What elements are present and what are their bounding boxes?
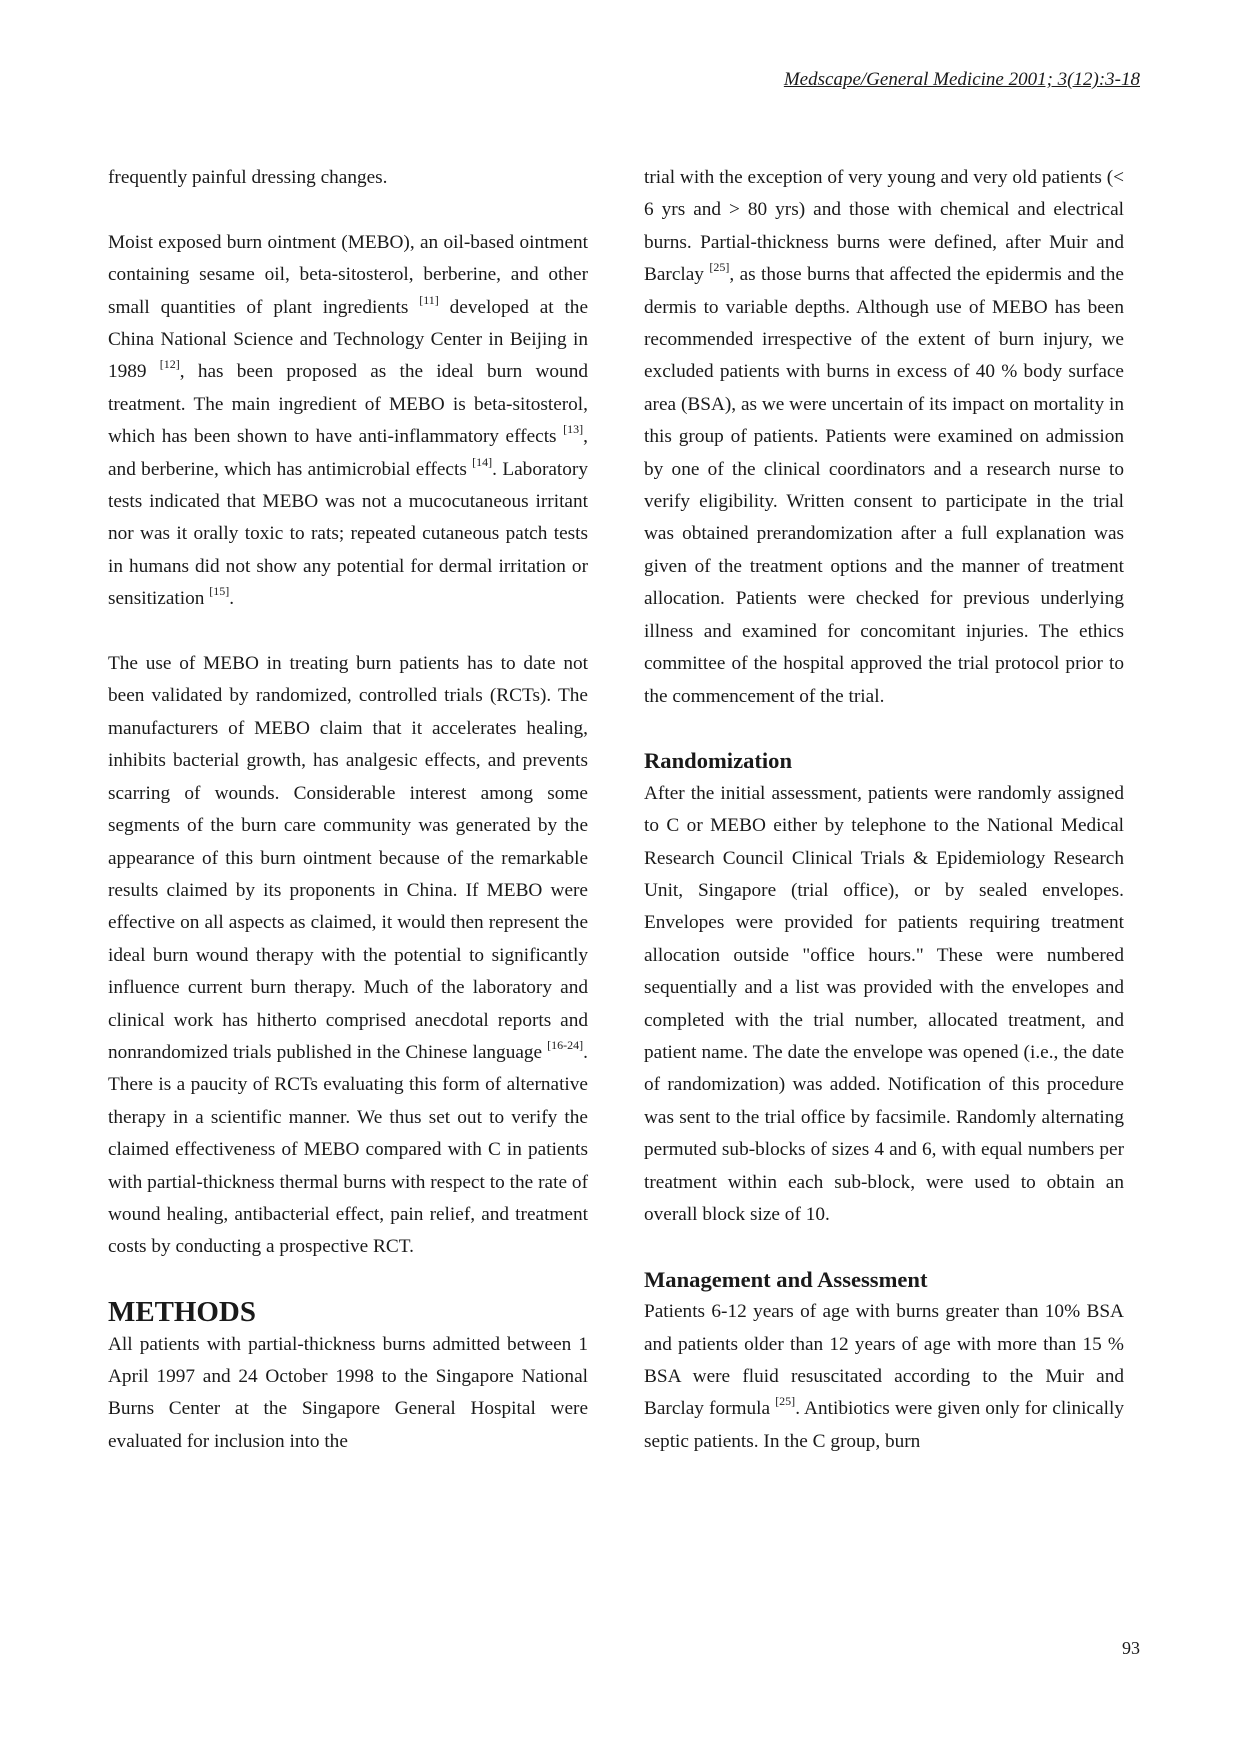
page-number: 93 [1122, 1638, 1140, 1658]
citation-ref: [13] [563, 422, 584, 437]
section-heading-management: Management and Assessment [644, 1266, 928, 1292]
running-header: Medscape/General Medicine 2001; 3(12):3-18 [783, 69, 1140, 90]
paragraph-text: . [229, 588, 235, 610]
paragraph-text: , and berberine, which has antimicrobial effects [108, 426, 588, 480]
paragraph-text: developed at the China National Science and Technology Center in Beijing in 1989 [108, 296, 588, 383]
paragraph-randomization [644, 778, 1124, 1232]
paragraph-inclusion-criteria [644, 162, 1124, 713]
paragraph-text: frequently painful dressing changes. [108, 167, 388, 188]
paragraph-text: The use of MEBO in treating burn patients has to date not been validated by randomized, controlled trials (RCTs). The manufacturers of MEBO claim that it accelerates healing, inhibits bacterial growth, has analgesic effects, and prevents scarring of wounds. Considerable interest among some segments of the burn care community was generated by the appearance of this burn ointment because of the remarkable results claimed by its proponents in China. If MEBO were effective on all aspects as claimed, it would then represent the ideal burn wound therapy with the potential to significantly influence current burn therapy. Much of the laboratory and clinical work has hitherto comprised anecdotal reports and nonrandomized trials published in the Chinese language [108, 653, 588, 1063]
citation-ref: [25] [709, 260, 730, 275]
citation-ref: [25] [775, 1394, 796, 1409]
citation-ref: [14] [472, 454, 493, 469]
citation-ref: [15] [209, 584, 230, 599]
citation-ref: [11] [419, 292, 439, 307]
paragraph-text: . There is a paucity of RCTs evaluating this form of alternative therapy in a scientific manner. We thus set out to verify the claimed effectiveness of MEBO compared with C in patients with partial-thickness thermal burns with respect to the rate of wound healing, antibacterial effect, pain relief, and treatment costs by conducting a prospective RCT. [108, 1041, 588, 1258]
citation-ref: [16-24] [547, 1037, 584, 1052]
paragraph-mebo-intro [108, 227, 588, 616]
section-heading-methods: METHODS [108, 1296, 256, 1329]
section-heading-randomization: Randomization [644, 748, 793, 774]
paragraph-text: After the initial assessment, patients were randomly assigned to C or MEBO either by telephone to the National Medical Research Council Clinical Trials & Epidemiology Research Unit, Singapore (trial office), or by sealed envelopes. Envelopes were provided for patients requiring treatment allocation outside "office hours." These were numbered sequentially and a list was provided with the envelopes and completed with the trial number, allocated treatment, and patient name. The date the envelope was opened (i.e., the date of randomization) was added. Notification of this procedure was sent to the trial office by facsimile. Randomly alternating permuted sub-blocks of sizes 4 and 6, with equal numbers per treatment within each sub-block, were used to obtain an overall block size of 10. [644, 782, 1124, 1225]
paragraph-methods [108, 1329, 588, 1459]
paragraph-text: Patients 6-12 years of age with burns greater than 10% BSA and patients older than 12 years of age with more than 15 % BSA were fluid resuscitated according to the Muir and Barclay formula [644, 1301, 1124, 1420]
paragraph-mebo-rct [108, 648, 588, 1264]
paragraph-text: . Laboratory tests indicated that MEBO was not a mucocutaneous irritant nor was it orally toxic to rats; repeated cutaneous patch tests in humans did not show any potential for dermal irritation or sensitization [108, 458, 588, 610]
paragraph-management [644, 1296, 1124, 1458]
citation-ref: [12] [159, 357, 180, 372]
right-column [644, 162, 1124, 1458]
paragraph-text: , has been proposed as the ideal burn wound treatment. The main ingredient of MEBO is beta-sitosterol, which has been shown to have anti-inflammatory effects [108, 361, 588, 448]
left-column [108, 162, 588, 1458]
paragraph-text: Moist exposed burn ointment (MEBO), an oil-based ointment containing sesame oil, beta-sitosterol, berberine, and other small quantities of plant ingredients [108, 231, 588, 318]
paragraph-dressing-changes [108, 162, 588, 194]
paragraph-text: . Antibiotics were given only for clinically septic patients. In the C group, burn [644, 1398, 1124, 1452]
paragraph-text: , as those burns that affected the epidermis and the dermis to variable depths. Although use of MEBO has been recommended irrespective of the extent of burn injury, we excluded patients with burns in excess of 40 % body surface area (BSA), as we were uncertain of its impact on mortality in this group of patients. Patients were examined on admission by one of the clinical coordinators and a research nurse to verify eligibility. Written consent to participate in the trial was obtained prerandomization after a full explanation was given of the treatment options and the manner of treatment allocation. Patients were checked for previous underlying illness and examined for concomitant injuries. The ethics committee of the hospital approved the trial protocol prior to the commencement of the trial. [644, 264, 1124, 707]
paragraph-text: trial with the exception of very young and very old patients (< 6 yrs and > 80 yrs) and those with chemical and electrical burns. Partial-thickness burns were defined, after Muir and Barclay [644, 167, 1124, 286]
paragraph-text: All patients with partial-thickness burns admitted between 1 April 1997 and 24 October 1998 to the Singapore National Burns Center at the Singapore General Hospital were evaluated for inclusion into the [108, 1333, 588, 1452]
